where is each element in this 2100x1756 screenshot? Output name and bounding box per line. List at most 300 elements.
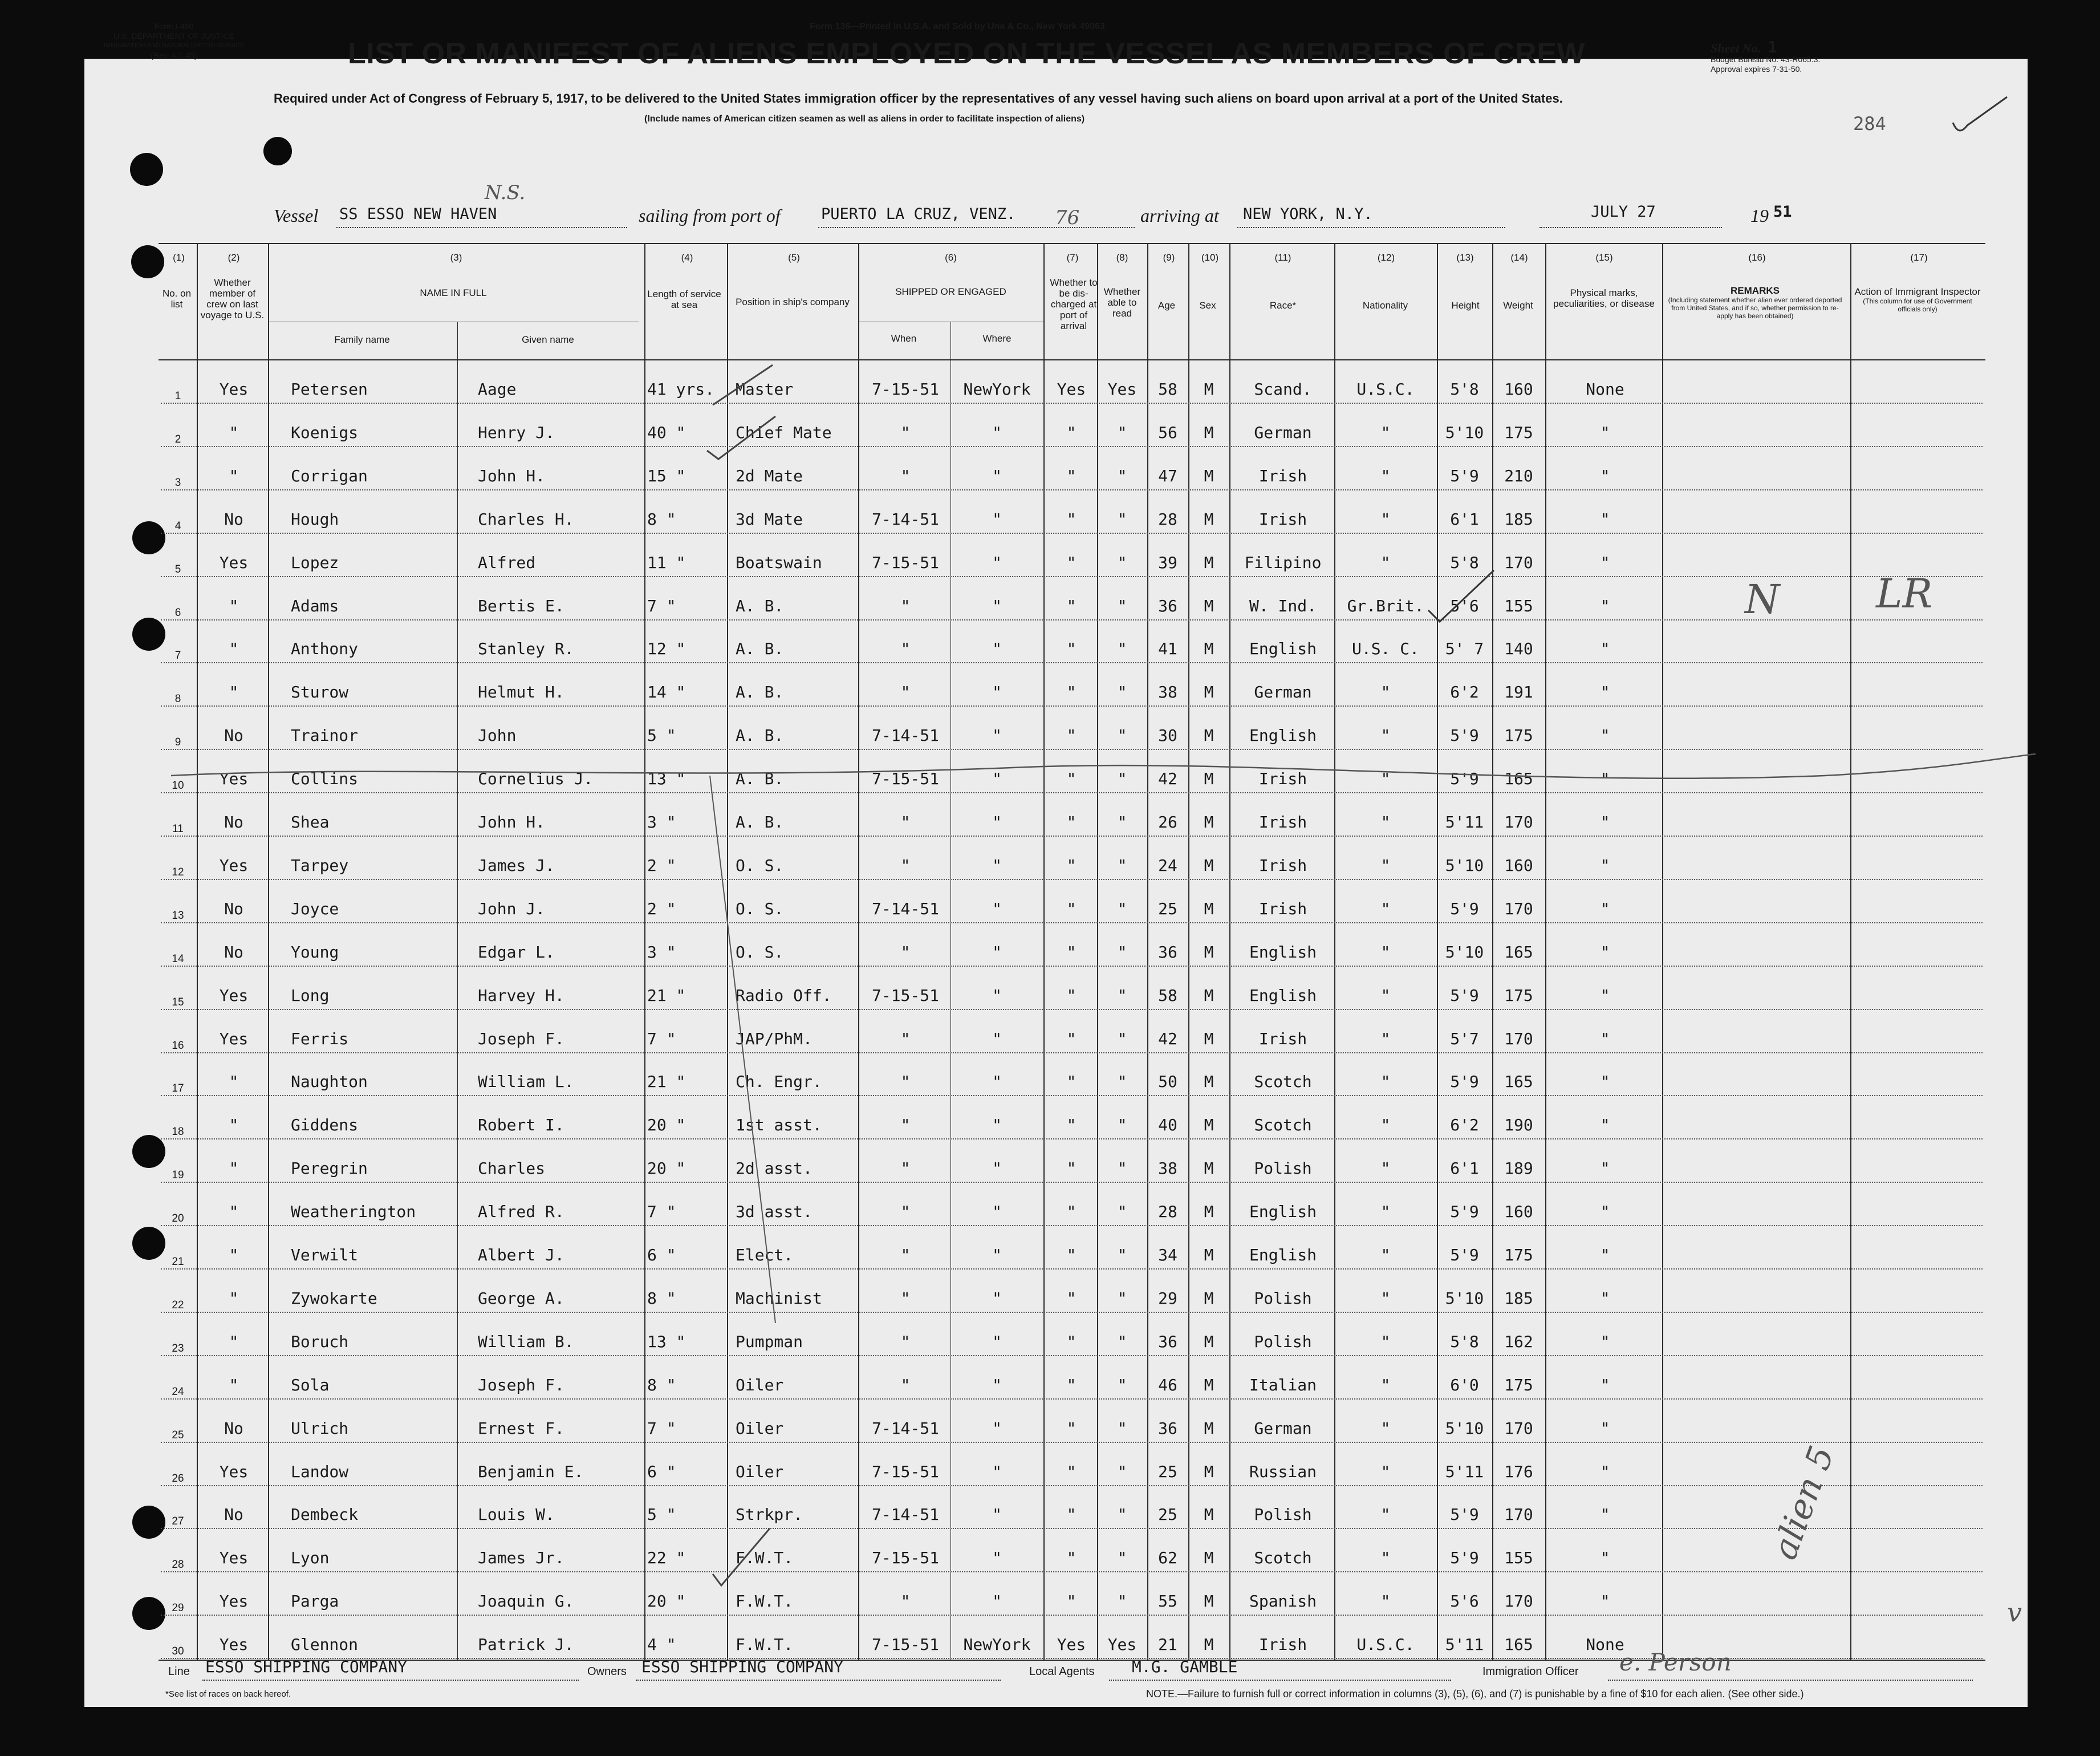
sheet-label: Sheet No. <box>1711 41 1761 55</box>
table-row <box>161 1571 1983 1572</box>
cell-read: " <box>1117 1505 1127 1524</box>
cell-family: Parga <box>291 1592 339 1611</box>
table-row <box>161 1009 1983 1010</box>
header-length-service: Length of service at sea <box>647 289 721 310</box>
cell-weight: 165 <box>1504 1635 1533 1654</box>
cell-service: 21 " <box>647 986 686 1005</box>
column-number: (17) <box>1910 252 1928 263</box>
required-notice: Required under Act of Congress of February 5, 1917, to be delivered to the United States immigration officer by the representatives of any vessel having such aliens on board upon arrival at a port of the United States. <box>274 91 1563 106</box>
cell-position: Chief Mate <box>736 423 832 442</box>
column-number: (7) <box>1066 252 1079 263</box>
cell-given: Cornelius J. <box>478 769 594 788</box>
cell-weight: 175 <box>1504 423 1533 442</box>
table-row <box>161 403 1983 404</box>
cell-read: " <box>1117 1289 1127 1308</box>
cell-family: Dembeck <box>291 1505 359 1524</box>
cell-given: Ernest F. <box>478 1419 564 1438</box>
cell-disch: " <box>1066 597 1077 615</box>
punch-hole <box>132 1135 165 1168</box>
cell-where: " <box>992 726 1002 745</box>
cell-weight: 185 <box>1504 1289 1533 1308</box>
cell-weight: 165 <box>1504 943 1533 962</box>
cell-when: " <box>900 1116 911 1134</box>
cell-service: 8 " <box>647 1289 676 1308</box>
cell-where: " <box>992 1332 1002 1351</box>
cell-disch: " <box>1066 1376 1077 1394</box>
cell-weight: 140 <box>1504 639 1533 658</box>
cell-read: " <box>1117 423 1127 442</box>
revision-date: (Rev. 4-1-45) <box>151 51 197 60</box>
cell-service: 5 " <box>647 1505 676 1524</box>
cell-age: 28 <box>1158 510 1177 529</box>
cell-phys: " <box>1600 1548 1610 1567</box>
cell-height: 5'6 <box>1450 1592 1479 1611</box>
cell-where: " <box>992 423 1002 442</box>
cell-where: " <box>992 1592 1002 1611</box>
sheet-value: 1 <box>1768 38 1777 56</box>
header-no-on-list: No. on list <box>162 288 192 310</box>
cell-when: " <box>900 639 911 658</box>
cell-age: 58 <box>1158 986 1177 1005</box>
cell-when: 7-14-51 <box>871 726 939 745</box>
cell-weight: 170 <box>1504 553 1533 572</box>
cell-given: Alfred R. <box>478 1202 564 1221</box>
cell-where: " <box>992 1029 1002 1048</box>
cell-given: Alfred <box>478 553 536 572</box>
cell-age: 56 <box>1158 423 1177 442</box>
sailing-label: sailing from port of <box>639 205 781 226</box>
collins-strike-line <box>171 741 2041 793</box>
cell-last: Yes <box>219 380 249 399</box>
cell-when: " <box>900 1289 911 1308</box>
column-number: (14) <box>1510 252 1528 263</box>
cell-nat: " <box>1380 1159 1391 1178</box>
cell-weight: 210 <box>1504 467 1533 485</box>
cell-nat: " <box>1380 1332 1391 1351</box>
cell-nat: U.S. C. <box>1351 639 1419 658</box>
cell-age: 42 <box>1158 1029 1177 1048</box>
table-row <box>161 1615 1983 1616</box>
cell-when: 7-15-51 <box>871 553 939 572</box>
cell-age: 55 <box>1158 1592 1177 1611</box>
cell-given: Henry J. <box>478 423 555 442</box>
cell-nat: " <box>1380 769 1391 788</box>
action-handwriting: LR <box>1876 570 1933 617</box>
cell-read: " <box>1117 467 1127 485</box>
cell-family: Shea <box>291 813 330 832</box>
row-number: 24 <box>172 1386 184 1398</box>
header-height: Height <box>1451 300 1480 311</box>
cell-age: 41 <box>1158 639 1177 658</box>
row-number: 29 <box>172 1602 184 1614</box>
cell-phys: " <box>1600 726 1610 745</box>
cell-last: " <box>229 1332 239 1351</box>
cell-read: " <box>1117 597 1127 615</box>
cell-family: Sturow <box>291 683 349 701</box>
port-initials: 76 <box>1055 206 1080 229</box>
cell-race: English <box>1249 726 1317 745</box>
cell-race: German <box>1254 1419 1312 1438</box>
cell-given: Patrick J. <box>478 1635 574 1654</box>
cell-sex: M <box>1204 639 1214 658</box>
cell-given: Helmut H. <box>478 683 564 701</box>
cell-height: 5'9 <box>1450 1202 1479 1221</box>
cell-height: 5'11 <box>1445 813 1484 832</box>
cell-race: English <box>1249 986 1317 1005</box>
cell-position: A. B. <box>736 597 784 615</box>
cell-phys: " <box>1600 1419 1610 1438</box>
cell-service: 4 " <box>647 1635 676 1654</box>
cell-sex: M <box>1204 813 1214 832</box>
cell-sex: M <box>1204 380 1214 399</box>
cell-disch: " <box>1066 986 1077 1005</box>
cell-disch: " <box>1066 1289 1077 1308</box>
header-discharged: Whether to be dis-charged at port of arrival <box>1050 277 1098 331</box>
cell-disch: " <box>1066 1419 1077 1438</box>
cell-family: Hough <box>291 510 339 529</box>
cell-nat: " <box>1380 510 1391 529</box>
cell-where: " <box>992 1116 1002 1134</box>
position-column-tick-marks <box>701 354 781 1665</box>
cell-when: 7-15-51 <box>871 1548 939 1567</box>
cell-disch: " <box>1066 1505 1077 1524</box>
cell-when: 7-15-51 <box>871 380 939 399</box>
cell-family: Naughton <box>291 1072 368 1091</box>
agents-value: M.G. GAMBLE <box>1132 1657 1238 1676</box>
agents-label: Local Agents <box>1029 1665 1095 1678</box>
column-number: (12) <box>1377 252 1395 263</box>
cell-given: Edgar L. <box>478 943 555 962</box>
cell-where: " <box>992 769 1002 788</box>
cell-read: " <box>1117 1332 1127 1351</box>
cell-family: Weatherington <box>291 1202 416 1221</box>
punch-hole <box>263 137 292 165</box>
cell-race: English <box>1249 943 1317 962</box>
cell-last: No <box>224 726 243 745</box>
cell-position: Oiler <box>736 1462 784 1481</box>
cell-position: Ch. Engr. <box>736 1072 822 1091</box>
cell-weight: 185 <box>1504 510 1533 529</box>
cell-position: Radio Off. <box>736 986 832 1005</box>
cell-weight: 160 <box>1504 856 1533 875</box>
table-row <box>161 1528 1983 1529</box>
table-row <box>161 1442 1983 1443</box>
cell-where: " <box>992 1159 1002 1178</box>
header-where: Where <box>982 333 1012 344</box>
header-sex: Sex <box>1199 300 1216 311</box>
cell-last: Yes <box>219 1462 249 1481</box>
cell-sex: M <box>1204 1376 1214 1394</box>
cell-weight: 155 <box>1504 1548 1533 1567</box>
header-member-last-voyage: Whether member of crew on last voyage to U.S. <box>200 277 265 321</box>
cell-phys: " <box>1600 1376 1610 1394</box>
cell-race: German <box>1254 423 1312 442</box>
cell-given: Joseph F. <box>478 1029 564 1048</box>
cell-where: " <box>992 597 1002 615</box>
column-number: (1) <box>173 252 185 263</box>
vessel-label: Vessel <box>274 205 319 226</box>
cell-service: 6 " <box>647 1462 676 1481</box>
owners-label: Owners <box>587 1665 627 1678</box>
cell-weight: 170 <box>1504 1592 1533 1611</box>
cell-read: Yes <box>1107 380 1137 399</box>
row-number: 30 <box>172 1645 184 1657</box>
cell-family: Sola <box>291 1376 330 1394</box>
cell-age: 21 <box>1158 1635 1177 1654</box>
cell-race: Irish <box>1258 1635 1307 1654</box>
cell-where: " <box>992 856 1002 875</box>
table-row <box>161 1398 1983 1400</box>
punch-hole <box>132 1227 165 1260</box>
table-row <box>161 619 1983 621</box>
cell-service: 14 " <box>647 683 686 701</box>
row-number: 28 <box>172 1559 184 1571</box>
cell-nat: " <box>1380 1592 1391 1611</box>
cell-when: 7-15-51 <box>871 1635 939 1654</box>
table-row <box>161 1138 1983 1139</box>
cell-given: Aage <box>478 380 517 399</box>
column-number: (4) <box>681 252 693 263</box>
cell-phys: " <box>1600 553 1610 572</box>
cell-read: " <box>1117 1246 1127 1264</box>
cell-age: 46 <box>1158 1376 1177 1394</box>
cell-given: Stanley R. <box>478 639 574 658</box>
cell-weight: 191 <box>1504 683 1533 701</box>
cell-family: Peregrin <box>291 1159 368 1178</box>
cell-last: No <box>224 1419 243 1438</box>
header-family-name: Family name <box>334 334 390 345</box>
cell-service: 40 " <box>647 423 686 442</box>
cell-position: Oiler <box>736 1376 784 1394</box>
cell-service: 5 " <box>647 726 676 745</box>
service-name: IMMIGRATION AND NATURALIZATION SERVICE <box>103 42 245 49</box>
cell-service: 2 " <box>647 856 676 875</box>
cell-height: 5'6 <box>1450 597 1479 615</box>
cell-nat: " <box>1380 1246 1391 1264</box>
cell-sex: M <box>1204 597 1214 615</box>
cell-service: 7 " <box>647 597 676 615</box>
cell-service: 11 " <box>647 553 686 572</box>
cell-service: 41 yrs. <box>647 380 715 399</box>
cell-read: " <box>1117 856 1127 875</box>
cell-read: " <box>1117 813 1127 832</box>
cell-age: 36 <box>1158 1332 1177 1351</box>
cell-when: 7-15-51 <box>871 1462 939 1481</box>
table-row <box>161 1052 1983 1053</box>
header-shipped-engaged: SHIPPED OR ENGAGED <box>895 286 1006 297</box>
table-row <box>161 662 1983 663</box>
header-position: Position in ship's company <box>736 297 850 307</box>
cell-phys: " <box>1600 813 1610 832</box>
cell-age: 24 <box>1158 856 1177 875</box>
cell-phys: " <box>1600 1289 1610 1308</box>
cell-service: 6 " <box>647 1246 676 1264</box>
cell-nat: " <box>1380 1548 1391 1567</box>
cell-last: No <box>224 1505 243 1524</box>
punch-hole <box>130 153 163 186</box>
cell-race: Scotch <box>1254 1116 1312 1134</box>
cell-race: Scotch <box>1254 1072 1312 1091</box>
cell-when: 7-14-51 <box>871 510 939 529</box>
cell-race: Scand. <box>1254 380 1312 399</box>
cell-when: " <box>900 467 911 485</box>
cell-when: " <box>900 1159 911 1178</box>
cell-family: Lopez <box>291 553 339 572</box>
sheet-number <box>1711 38 1777 56</box>
cell-family: Zywokarte <box>291 1289 377 1308</box>
cell-read: " <box>1117 726 1127 745</box>
cell-height: 5'9 <box>1450 726 1479 745</box>
row-number: 17 <box>172 1082 184 1094</box>
cell-service: 20 " <box>647 1159 686 1178</box>
cell-read: " <box>1117 1548 1127 1567</box>
column-number: (5) <box>788 252 800 263</box>
cell-nat: " <box>1380 1376 1391 1394</box>
cell-where: " <box>992 1548 1002 1567</box>
column-number: (16) <box>1748 252 1766 263</box>
cell-family: Corrigan <box>291 467 368 485</box>
header-weight: Weight <box>1503 300 1533 311</box>
cell-race: English <box>1249 639 1317 658</box>
cell-where: " <box>992 1289 1002 1308</box>
cell-position: 2d Mate <box>736 467 803 485</box>
page-title: LIST OR MANIFEST OF ALIENS EMPLOYED ON THE VESSEL AS MEMBERS OF CREW <box>348 37 1585 70</box>
approval-expiry: Approval expires 7-31-50. <box>1711 64 1802 74</box>
cell-height: 6'0 <box>1450 1376 1479 1394</box>
cell-sex: M <box>1204 986 1214 1005</box>
cell-race: Scotch <box>1254 1548 1312 1567</box>
cell-phys: " <box>1600 1159 1610 1178</box>
cell-height: 6'1 <box>1450 510 1479 529</box>
cell-last: " <box>229 597 239 615</box>
cell-nat: U.S.C. <box>1356 380 1415 399</box>
cell-weight: 170 <box>1504 813 1533 832</box>
cell-position: 3d Mate <box>736 510 803 529</box>
cell-when: 7-14-51 <box>871 899 939 918</box>
cell-when: " <box>900 1592 911 1611</box>
row-number: 27 <box>172 1515 184 1527</box>
cell-phys: " <box>1600 683 1610 701</box>
cell-height: 5'10 <box>1445 423 1484 442</box>
cell-when: 7-15-51 <box>871 986 939 1005</box>
cell-family: Boruch <box>291 1332 349 1351</box>
cell-disch: " <box>1066 639 1077 658</box>
cell-given: William L. <box>478 1072 574 1091</box>
budget-bureau <box>1711 55 1820 74</box>
cell-family: Adams <box>291 597 339 615</box>
year-prefix: 19 <box>1750 205 1769 226</box>
action-subtitle: (This column for use of Government officials only) <box>1863 297 1972 313</box>
cell-age: 50 <box>1158 1072 1177 1091</box>
cell-nat: " <box>1380 1419 1391 1438</box>
row-number: 4 <box>174 520 181 532</box>
cell-position: O. S. <box>736 943 784 962</box>
cell-where: " <box>992 1462 1002 1481</box>
cell-position: O. S. <box>736 899 784 918</box>
cell-phys: " <box>1600 423 1610 442</box>
cell-given: Bertis E. <box>478 597 564 615</box>
cell-service: 15 " <box>647 467 686 485</box>
cell-weight: 160 <box>1504 1202 1533 1221</box>
cell-nat: U.S.C. <box>1356 1635 1415 1654</box>
cell-service: 20 " <box>647 1116 686 1134</box>
cell-read: " <box>1117 1419 1127 1438</box>
cell-read: " <box>1117 769 1127 788</box>
table-row <box>161 1095 1983 1096</box>
row-number: 18 <box>172 1126 184 1138</box>
remarks-subtitle: (Including statement whether alien ever ordered deported from United States, and if so, whether permission to re-apply has been obtained) <box>1668 296 1842 320</box>
cell-family: Tarpey <box>291 856 349 875</box>
remarks-title: REMARKS <box>1731 285 1780 296</box>
cell-position: JAP/PhM. <box>736 1029 813 1048</box>
cell-disch: " <box>1066 1548 1077 1567</box>
cell-where: " <box>992 683 1002 701</box>
cell-weight: 175 <box>1504 1376 1533 1394</box>
cell-family: Petersen <box>291 380 368 399</box>
form-number: Form I-480 <box>154 22 194 31</box>
cell-last: No <box>224 943 243 962</box>
cell-height: 5' 7 <box>1445 639 1484 658</box>
cell-position: F.W.T. <box>736 1635 794 1654</box>
cell-given: James J. <box>478 856 555 875</box>
cell-phys: " <box>1600 899 1610 918</box>
cell-sex: M <box>1204 1116 1214 1134</box>
row-number: 9 <box>174 736 181 748</box>
cell-position: A. B. <box>736 726 784 745</box>
punch-hole <box>131 245 164 278</box>
cell-disch: " <box>1066 1202 1077 1221</box>
cell-given: John J. <box>478 899 546 918</box>
table-row <box>161 836 1983 837</box>
column-number: (8) <box>1116 252 1128 263</box>
cell-last: Yes <box>219 856 249 875</box>
cell-height: 5'11 <box>1445 1635 1484 1654</box>
cell-position: A. B. <box>736 683 784 701</box>
cell-weight: 175 <box>1504 726 1533 745</box>
cell-height: 5'9 <box>1450 899 1479 918</box>
remarks-handwriting: N <box>1745 576 1780 623</box>
cell-disch: " <box>1066 1116 1077 1134</box>
cell-sex: M <box>1204 467 1214 485</box>
cell-read: " <box>1117 1159 1127 1178</box>
cell-disch: " <box>1066 943 1077 962</box>
cell-position: 2d asst. <box>736 1159 813 1178</box>
table-row <box>161 1268 1983 1270</box>
cell-last: No <box>224 510 243 529</box>
table-row <box>161 879 1983 880</box>
table-row <box>161 705 1983 707</box>
cell-when: " <box>900 1072 911 1091</box>
cell-where: " <box>992 1419 1002 1438</box>
cell-when: " <box>900 1202 911 1221</box>
cell-disch: " <box>1066 467 1077 485</box>
row-number: 6 <box>174 607 181 619</box>
cell-race: Irish <box>1258 510 1307 529</box>
cell-disch: " <box>1066 1072 1077 1091</box>
cell-height: 5'8 <box>1450 380 1479 399</box>
cell-last: " <box>229 1289 239 1308</box>
cell-given: John H. <box>478 467 546 485</box>
row-number: 14 <box>172 953 184 965</box>
cell-position: F.W.T. <box>736 1548 794 1567</box>
cell-sex: M <box>1204 683 1214 701</box>
cell-position: A. B. <box>736 813 784 832</box>
cell-height: 5'9 <box>1450 1505 1479 1524</box>
cell-last: " <box>229 1159 239 1178</box>
cell-last: Yes <box>219 1592 249 1611</box>
cell-age: 36 <box>1158 1419 1177 1438</box>
cell-family: Collins <box>291 769 359 788</box>
